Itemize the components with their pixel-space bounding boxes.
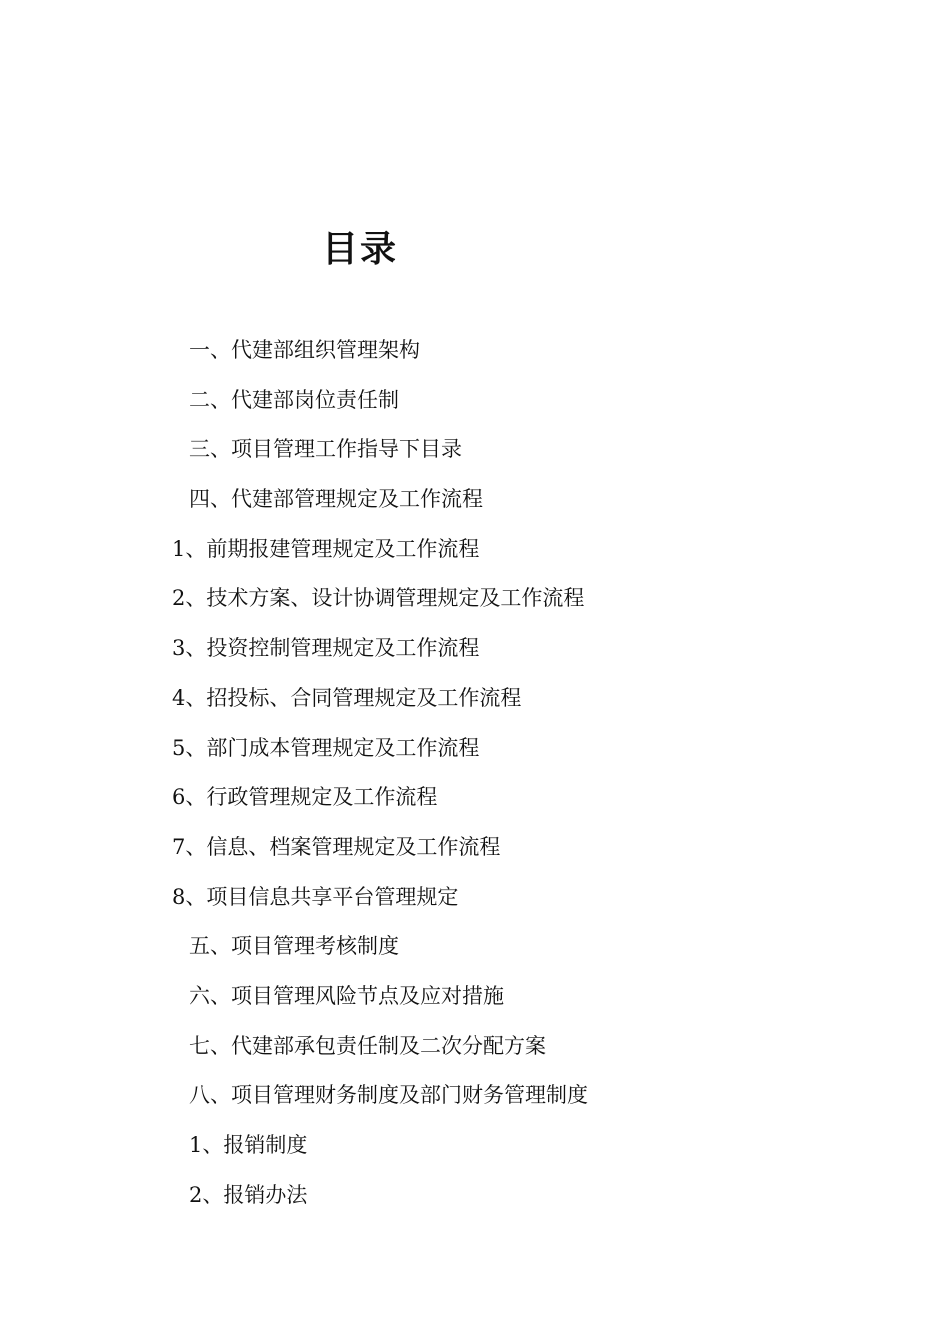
toc-subitem: 5、部门成本管理规定及工作流程: [172, 735, 480, 760]
toc-subitem: 2、技术方案、设计协调管理规定及工作流程: [172, 586, 585, 611]
toc-subitem: 2、报销办法: [189, 1182, 308, 1207]
toc-item: 七、代建部承包责任制及二次分配方案: [189, 1033, 546, 1058]
toc-item: 五、项目管理考核制度: [189, 934, 399, 959]
toc-item: 四、代建部管理规定及工作流程: [189, 487, 483, 512]
toc-subitem: 1、前期报建管理规定及工作流程: [172, 536, 480, 561]
toc-subitem: 7、信息、档案管理规定及工作流程: [172, 834, 501, 859]
table-of-contents: [0, 334, 950, 1228]
toc-subitem: 8、项目信息共享平台管理规定: [172, 884, 459, 909]
toc-item: 八、项目管理财务制度及部门财务管理制度: [189, 1083, 588, 1108]
toc-item: 三、项目管理工作指导下目录: [189, 437, 462, 462]
toc-item: 二、代建部岗位责任制: [189, 387, 399, 412]
toc-item: 六、项目管理风险节点及应对措施: [189, 983, 504, 1008]
toc-subitem: 6、行政管理规定及工作流程: [172, 785, 438, 810]
toc-subitem: 3、投资控制管理规定及工作流程: [172, 636, 480, 661]
toc-subitem: 1、报销制度: [189, 1133, 308, 1157]
page-title: 目录: [322, 229, 399, 270]
toc-subitem: 4、招投标、合同管理规定及工作流程: [172, 685, 522, 710]
toc-item: 一、代建部组织管理架构: [189, 338, 420, 362]
